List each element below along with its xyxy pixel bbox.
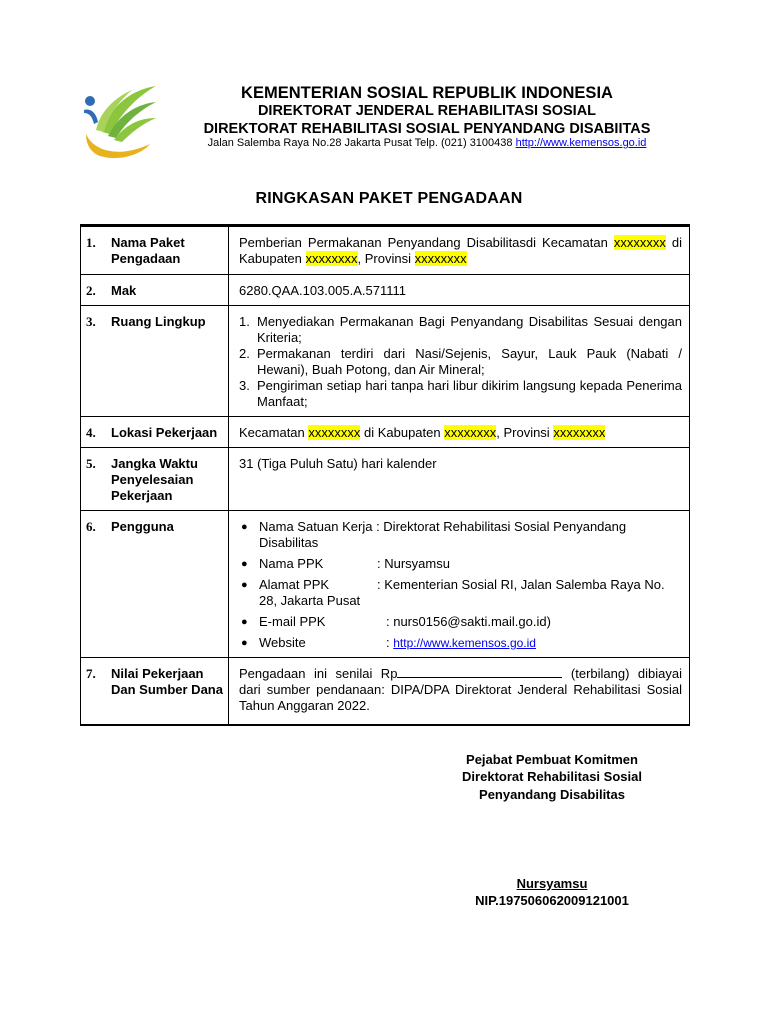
table-row: [81, 417, 690, 448]
ppk-name: : Nursyamsu: [377, 556, 450, 571]
table-row: [81, 658, 690, 726]
row-label: Mak: [109, 275, 229, 306]
bullet-icon: ●: [241, 616, 248, 628]
row-value: [229, 306, 690, 417]
header-directorate: DIREKTORAT REHABILITASI SOSIAL PENYANDANG DISABIITAS: [203, 121, 651, 137]
row-label: Pengguna: [109, 511, 229, 658]
list-number: 2.: [239, 346, 250, 361]
row-number: 5.: [81, 448, 110, 511]
header-address: [162, 137, 692, 149]
location-text: di Kabupaten: [360, 425, 445, 440]
signature-unit: Direktorat Rehabilitasi Sosial: [462, 769, 642, 784]
row-number: 7.: [81, 658, 110, 726]
row-number: 2.: [81, 275, 110, 306]
package-name-text: di Kabupaten: [239, 235, 682, 266]
row-value: [229, 511, 690, 658]
row-label: Lokasi Pekerjaan: [109, 417, 229, 448]
value-text: Pengadaan ini senilai Rp: [239, 666, 398, 681]
row-number: 6.: [81, 511, 110, 658]
row-value: 6280.QAA.103.005.A.571111: [229, 275, 690, 306]
list-text: Permakanan terdiri dari Nasi/Sejenis, Sayur, Lauk Pauk (Nabati / Hewani), Buah Potong, dan Air Mineral;: [257, 346, 682, 377]
field-key: Website: [259, 635, 306, 650]
placeholder-provinsi: xxxxxxxx: [414, 251, 467, 266]
header-ministry: KEMENTERIAN SOSIAL REPUBLIK INDONESIA: [241, 84, 613, 102]
row-number: 4.: [81, 417, 110, 448]
package-name-text: , Provinsi: [357, 251, 415, 266]
field-key: Nama PPK: [259, 556, 324, 571]
list-item: [239, 378, 682, 410]
scope-list: [239, 314, 682, 410]
list-text: Menyediakan Permakanan Bagi Penyandang Disabilitas Sesuai dengan Kriteria;: [257, 314, 682, 345]
signature-unit: Penyandang Disabilitas: [479, 787, 625, 802]
list-item: [239, 556, 682, 572]
list-item: [239, 614, 682, 630]
person-head-icon: [85, 96, 95, 106]
table-row: [81, 511, 690, 658]
row-number: 3.: [81, 306, 110, 417]
table-row: [81, 226, 690, 275]
table-row: [81, 275, 690, 306]
row-label: Nilai Pekerjaan Dan Sumber Dana: [109, 658, 229, 726]
row-label: Jangka Waktu Penyelesaian Pekerjaan: [109, 448, 229, 511]
placeholder-provinsi: xxxxxxxx: [553, 425, 606, 440]
user-info-list: [239, 519, 682, 651]
leaves-icon: [96, 86, 156, 142]
row-label: Nama Paket Pengadaan: [109, 226, 229, 275]
placeholder-kabupaten: xxxxxxxx: [305, 251, 358, 266]
location-text: Kecamatan: [239, 425, 309, 440]
row-number: 1.: [81, 226, 110, 275]
list-item: [239, 635, 682, 651]
address-text: Jalan Salemba Raya No.28 Jakarta Pusat Telp. (021) 3100438: [207, 137, 516, 149]
list-text: Pengiriman setiap hari tanpa hari libur dikirim langsung kepada Penerima Manfaat;: [257, 378, 682, 409]
bullet-icon: ●: [241, 579, 248, 591]
location-text: , Provinsi: [496, 425, 554, 440]
table-row: [81, 306, 690, 417]
row-value: [229, 658, 690, 726]
table-row: [81, 448, 690, 511]
placeholder-kecamatan: xxxxxxxx: [613, 235, 666, 250]
row-value: [229, 226, 690, 275]
bullet-icon: ●: [241, 637, 248, 649]
list-item: [239, 577, 682, 609]
value-text: (terbilang) dibiayai dari sumber pendanaan: DIPA/DPA Direktorat Jenderal Rehabilitasi Sosial Tahun Anggaran 2022.: [239, 666, 683, 713]
row-label: Ruang Lingkup: [109, 306, 229, 417]
signatory-nip: NIP.197506062009121001: [475, 893, 629, 908]
colon: :: [386, 635, 394, 650]
list-item: [239, 314, 682, 346]
bullet-icon: ●: [241, 558, 248, 570]
procurement-summary-table: [80, 224, 690, 726]
row-value: [229, 417, 690, 448]
ppk-address: : Kementerian Sosial RI, Jalan Salemba Raya No. 28, Jakarta Pusat: [259, 577, 665, 608]
list-number: 1.: [239, 314, 250, 329]
list-item: [239, 346, 682, 378]
signatory-name: Nursyamsu: [516, 876, 588, 891]
list-item: [239, 519, 682, 551]
satker-text: Nama Satuan Kerja : Direktorat Rehabilitasi Sosial Penyandang Disabilitas: [259, 519, 627, 550]
header-directorate-general: DIREKTORAT JENDERAL REHABILITASI SOSIAL: [257, 103, 597, 119]
ppk-email: : nurs0156@sakti.mail.go.id): [386, 614, 551, 629]
document-title: RINGKASAN PAKET PENGADAAN: [255, 190, 523, 207]
website-link[interactable]: http://www.kemensos.go.id: [393, 636, 536, 650]
ministry-logo: [80, 82, 158, 160]
signature-title: Pejabat Pembuat Komitmen: [466, 752, 638, 767]
placeholder-kabupaten: xxxxxxxx: [444, 425, 497, 440]
field-key: E-mail PPK: [259, 614, 326, 629]
package-name-text: Pemberian Permakanan Penyandang Disabilitasdi Kecamatan: [239, 235, 614, 250]
list-number: 3.: [239, 378, 250, 393]
row-value: 31 (Tiga Puluh Satu) hari kalender: [229, 448, 690, 511]
amount-blank: [397, 666, 562, 678]
placeholder-kecamatan: xxxxxxxx: [308, 425, 361, 440]
bullet-icon: ●: [241, 521, 248, 533]
field-key: Alamat PPK: [259, 577, 330, 592]
header-website-link[interactable]: http://www.kemensos.go.id: [515, 137, 647, 149]
